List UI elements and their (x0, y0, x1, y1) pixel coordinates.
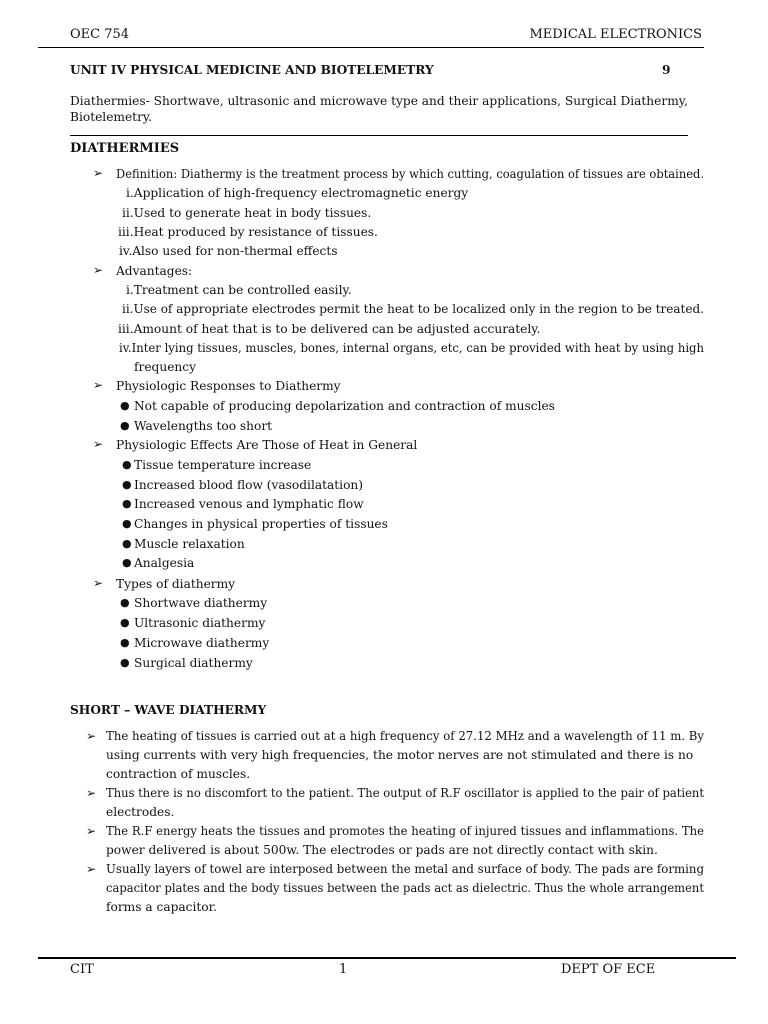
definition-item: iii.Heat produced by resistance of tissues. (118, 225, 378, 239)
paragraph-4-line: Usually layers of towel are interposed between the metal and surface of body. The pads are forming (106, 862, 705, 876)
paragraph-4-line: forms a capacitor. (106, 900, 217, 914)
definition-item: ii.Used to generate heat in body tissues. (122, 206, 372, 220)
advantage-item-continued: frequency (134, 360, 196, 374)
page-number: 1 (339, 962, 348, 977)
effect-item: Tissue temperature increase (134, 458, 312, 472)
arrow-bullet-icon: ➢ (86, 824, 97, 838)
bullet-dot-icon: ● (120, 636, 130, 649)
bullet-dot-icon: ● (122, 497, 132, 510)
footer-institution: CIT (70, 962, 94, 977)
paragraph-3-line: power delivered is about 500w. The electrodes or pads are not directly contact with skin. (106, 843, 658, 857)
definition-item: i.Application of high-frequency electromagnetic energy (126, 186, 469, 200)
bullet-dot-icon: ● (120, 656, 130, 669)
advantage-item: ii.Use of appropriate electrodes permit the heat to be localized only in the region to be treated. (122, 302, 705, 316)
bullet-dot-icon: ● (120, 616, 130, 629)
advantage-item: iv.Inter lying tissues, muscles, bones, internal organs, etc, can be provided with heat by using high (119, 341, 705, 355)
arrow-bullet-icon: ➢ (93, 166, 104, 180)
response-item: Not capable of producing depolarization and contraction of muscles (134, 399, 555, 413)
bullet-dot-icon: ● (122, 458, 132, 471)
paragraph-1-line: The heating of tissues is carried out at a high frequency of 27.12 MHz and a wavelength of 11 m. By (106, 729, 704, 743)
bullet-dot-icon: ● (122, 537, 132, 550)
footer-rule (38, 957, 736, 959)
arrow-bullet-icon: ➢ (86, 729, 97, 743)
arrow-bullet-icon: ➢ (86, 786, 97, 800)
definition-text: Definition: Diathermy is the treatment process by which cutting, coagulation of tissues are obtained. (116, 167, 705, 181)
arrow-bullet-icon: ➢ (93, 576, 104, 590)
header-rule (38, 47, 704, 48)
effect-item: Analgesia (134, 556, 195, 570)
arrow-bullet-icon: ➢ (93, 437, 104, 451)
bullet-dot-icon: ● (122, 478, 132, 491)
bullet-dot-icon: ● (120, 596, 130, 609)
syllabus-line-1: Diathermies- Shortwave, ultrasonic and microwave type and their applications, Surgical Diathermy, (70, 94, 688, 108)
type-item: Shortwave diathermy (134, 596, 268, 610)
responses-label: Physiologic Responses to Diathermy (116, 379, 341, 393)
header-subject: MEDICAL ELECTRONICS (529, 27, 702, 42)
arrow-bullet-icon: ➢ (93, 378, 104, 392)
arrow-bullet-icon: ➢ (93, 263, 104, 277)
types-label: Types of diathermy (116, 577, 236, 591)
advantage-item: iii.Amount of heat that is to be delivered can be adjusted accurately. (118, 322, 541, 336)
paragraph-3-line: The R.F energy heats the tissues and promotes the heating of injured tissues and inflammations. The (106, 824, 704, 838)
unit-hours: 9 (662, 63, 671, 77)
bullet-dot-icon: ● (120, 399, 130, 412)
header-course-code: OEC 754 (70, 27, 130, 42)
effect-item: Increased blood flow (vasodilatation) (134, 478, 364, 492)
effect-item: Changes in physical properties of tissues (134, 517, 388, 531)
paragraph-1-line: contraction of muscles. (106, 767, 251, 781)
section-heading-short-wave: SHORT – WAVE DIATHERMY (70, 703, 267, 717)
advantage-item: i.Treatment can be controlled easily. (126, 283, 352, 297)
type-item: Ultrasonic diathermy (134, 616, 266, 630)
type-item: Surgical diathermy (134, 656, 253, 670)
definition-item: iv.Also used for non-thermal effects (119, 244, 338, 258)
arrow-bullet-icon: ➢ (86, 862, 97, 876)
bullet-dot-icon: ● (120, 419, 130, 432)
paragraph-2-line: electrodes. (106, 805, 175, 819)
effect-item: Increased venous and lymphatic flow (134, 497, 364, 511)
footer-department: DEPT OF ECE (561, 962, 656, 977)
paragraph-1-line: using currents with very high frequencies, the motor nerves are not stimulated and there is no (106, 748, 694, 762)
bullet-dot-icon: ● (122, 556, 132, 569)
advantages-label: Advantages: (116, 264, 193, 278)
syllabus-line-2: Biotelemetry. (70, 110, 153, 124)
paragraph-2-line: Thus there is no discomfort to the patient. The output of R.F oscillator is applied to the pair of patient (106, 786, 705, 800)
type-item: Microwave diathermy (134, 636, 270, 650)
paragraph-4-line: capacitor plates and the body tissues between the pads act as dielectric. Thus the whole arrangement (106, 881, 704, 895)
response-item: Wavelengths too short (134, 419, 273, 433)
effect-item: Muscle relaxation (134, 537, 245, 551)
section-heading-diathermies: DIATHERMIES (70, 141, 180, 156)
unit-title: UNIT IV PHYSICAL MEDICINE AND BIOTELEMETRY (70, 63, 434, 77)
effects-label: Physiologic Effects Are Those of Heat in General (116, 438, 418, 452)
bullet-dot-icon: ● (122, 517, 132, 530)
syllabus-rule (70, 135, 688, 136)
